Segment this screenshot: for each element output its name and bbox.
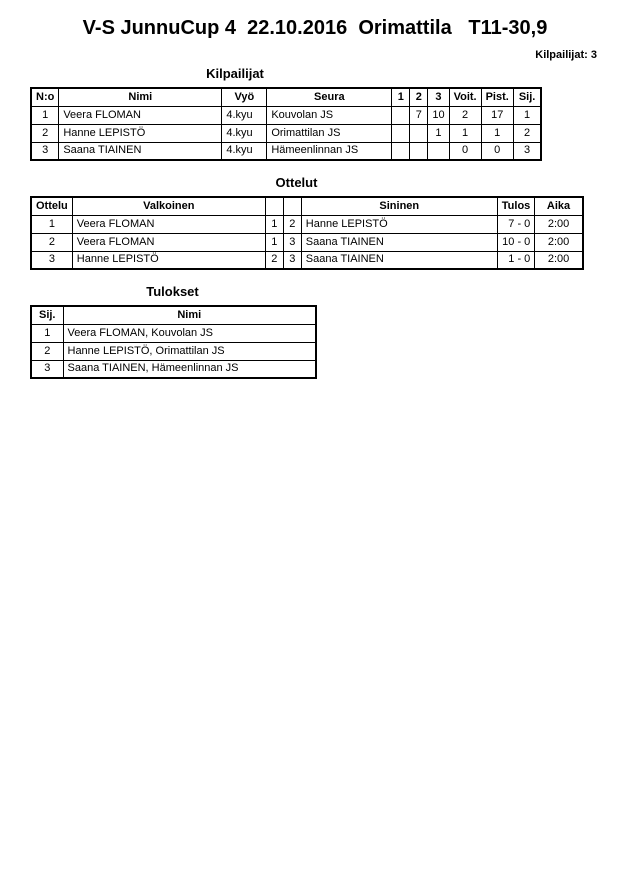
col-header-voit: Voit. <box>449 88 481 106</box>
col-header-nimi: Nimi <box>59 88 222 106</box>
cell-valkoinen: Veera FLOMAN <box>72 233 265 251</box>
cell-sininen: Saana TIAINEN <box>301 251 497 269</box>
cell-pist: 1 <box>481 124 513 142</box>
col-header-sij: Sij. <box>513 88 541 106</box>
cell-valkoinen: Hanne LEPISTÖ <box>72 251 265 269</box>
cell-pist: 17 <box>481 106 513 124</box>
cell-tulos: 7 - 0 <box>497 215 535 233</box>
cell-match3 <box>428 142 449 160</box>
table-row <box>31 342 316 360</box>
cell-nimi: Veera FLOMAN <box>59 106 222 124</box>
cell-seura: Kouvolan JS <box>267 106 392 124</box>
cell-no: 1 <box>31 106 59 124</box>
cell-white-no: 1 <box>265 233 283 251</box>
table-row <box>31 251 583 269</box>
cell-blue-no: 3 <box>283 233 301 251</box>
cell-aika: 2:00 <box>535 215 583 233</box>
cell-tulos: 1 - 0 <box>497 251 535 269</box>
kilpailijat-header-row <box>31 88 541 106</box>
cell-match2 <box>410 124 428 142</box>
tulokset-header-row <box>31 306 316 324</box>
cell-nimi: Hanne LEPISTÖ <box>59 124 222 142</box>
section-title-ottelut: Ottelut <box>275 175 318 190</box>
cell-sij: 1 <box>513 106 541 124</box>
cell-vyo: 4.kyu <box>222 142 267 160</box>
col-header-nimi: Nimi <box>63 306 316 324</box>
cell-sij: 2 <box>513 124 541 142</box>
cell-match2: 7 <box>410 106 428 124</box>
cell-blue-no: 2 <box>283 215 301 233</box>
cell-sij: 2 <box>31 342 63 360</box>
cell-nimi: Veera FLOMAN, Kouvolan JS <box>63 324 316 342</box>
col-header-match1: 1 <box>392 88 410 106</box>
cell-vyo: 4.kyu <box>222 124 267 142</box>
cell-white-no: 1 <box>265 215 283 233</box>
ottelut-header-row <box>31 197 583 215</box>
cell-nimi: Saana TIAINEN, Hämeenlinnan JS <box>63 360 316 378</box>
table-row <box>31 215 583 233</box>
col-header-tulos: Tulos <box>497 197 535 215</box>
cell-match2 <box>410 142 428 160</box>
cell-pist: 0 <box>481 142 513 160</box>
cell-voit: 1 <box>449 124 481 142</box>
section-title-tulokset: Tulokset <box>146 284 199 299</box>
table-row <box>31 106 541 124</box>
cell-sij: 3 <box>31 360 63 378</box>
col-header-valkoinen: Valkoinen <box>72 197 265 215</box>
ottelut-table <box>30 196 584 270</box>
cell-ottelu: 3 <box>31 251 72 269</box>
cell-nimi: Hanne LEPISTÖ, Orimattilan JS <box>63 342 316 360</box>
cell-match3: 10 <box>428 106 449 124</box>
cell-aika: 2:00 <box>535 251 583 269</box>
col-header-sininen: Sininen <box>301 197 497 215</box>
table-row <box>31 360 316 378</box>
cell-match3: 1 <box>428 124 449 142</box>
cell-seura: Orimattilan JS <box>267 124 392 142</box>
col-header-match3: 3 <box>428 88 449 106</box>
cell-aika: 2:00 <box>535 233 583 251</box>
table-row <box>31 324 316 342</box>
cell-sij: 3 <box>513 142 541 160</box>
col-header-aika: Aika <box>535 197 583 215</box>
col-header-sij: Sij. <box>31 306 63 324</box>
page-title: V-S JunnuCup 4 22.10.2016 Orimattila T11-30,9 <box>82 17 548 39</box>
cell-blue-no: 3 <box>283 251 301 269</box>
col-header-vyo: Vyö <box>222 88 267 106</box>
cell-sininen: Saana TIAINEN <box>301 233 497 251</box>
cell-voit: 2 <box>449 106 481 124</box>
col-header-match2: 2 <box>410 88 428 106</box>
table-row <box>31 142 541 160</box>
kilpailijat-table <box>30 87 542 161</box>
cell-ottelu: 1 <box>31 215 72 233</box>
cell-seura: Hämeenlinnan JS <box>267 142 392 160</box>
cell-voit: 0 <box>449 142 481 160</box>
cell-white-no: 2 <box>265 251 283 269</box>
cell-match1 <box>392 142 410 160</box>
competitor-count: Kilpailijat: 3 <box>535 49 597 61</box>
col-header-white-no <box>265 197 283 215</box>
cell-sij: 1 <box>31 324 63 342</box>
col-header-seura: Seura <box>267 88 392 106</box>
section-title-kilpailijat: Kilpailijat <box>206 66 264 81</box>
col-header-no: N:o <box>31 88 59 106</box>
cell-valkoinen: Veera FLOMAN <box>72 215 265 233</box>
table-row <box>31 124 541 142</box>
cell-match1 <box>392 124 410 142</box>
cell-ottelu: 2 <box>31 233 72 251</box>
cell-no: 3 <box>31 142 59 160</box>
cell-vyo: 4.kyu <box>222 106 267 124</box>
col-header-blue-no <box>283 197 301 215</box>
col-header-ottelu: Ottelu <box>31 197 72 215</box>
cell-tulos: 10 - 0 <box>497 233 535 251</box>
cell-no: 2 <box>31 124 59 142</box>
table-row <box>31 233 583 251</box>
col-header-pist: Pist. <box>481 88 513 106</box>
cell-match1 <box>392 106 410 124</box>
cell-sininen: Hanne LEPISTÖ <box>301 215 497 233</box>
cell-nimi: Saana TIAINEN <box>59 142 222 160</box>
tulokset-table <box>30 305 317 379</box>
